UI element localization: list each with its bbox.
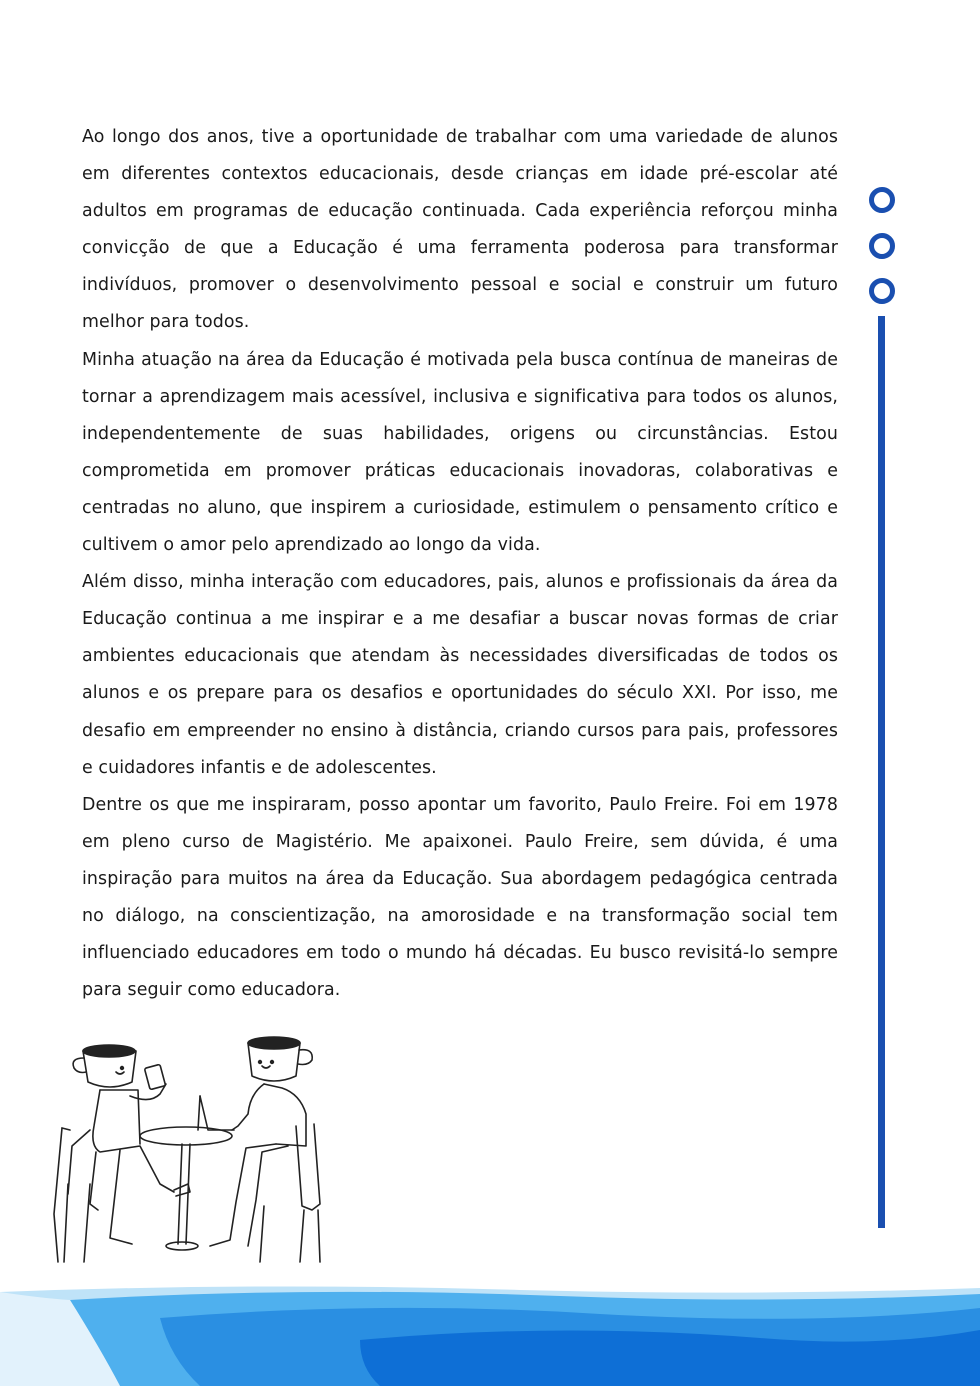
ring-icon xyxy=(869,278,895,304)
paragraph-4: Dentre os que me inspiraram, posso apontar um favorito, Paulo Freire. Foi em 1978 em pleno curso de Magistério. Me apaixonei. Paulo Freire, sem dúvida, é uma inspiração para muitos na área da Educação. Sua abordagem pedagógica centrada no diálogo, na conscientização, na amorosidade e na transformação social tem influenciado educadores em todo o mundo há décadas. Eu busco revisitá-lo sempre para seguir como educadora. xyxy=(82,794,838,1001)
body-text xyxy=(82,119,838,1009)
paragraph-2: Minha atuação na área da Educação é motivada pela busca contínua de maneiras de tornar a aprendizagem mais acessível, inclusiva e significativa para todos os alunos, independentemente de suas habilidades, origens ou circunstâncias. Estou comprometida em promover práticas educacionais inovadoras, colaborativas e centradas no aluno, que inspirem a curiosidade, estimulem o pensamento crítico e cultivem o amor pelo aprendizado ao longo da vida. xyxy=(82,349,838,556)
paragraph-1: Ao longo dos anos, tive a oportunidade de trabalhar com uma variedade de alunos em diferentes contextos educacionais, desde crianças em idade pré-escolar até adultos em programas de educação continuada. Cada experiência reforçou minha convicção de que a Educação é uma ferramenta poderosa para transformar indivíduos, promover o desenvolvimento pessoal e social e construir um futuro melhor para todos. xyxy=(82,127,838,333)
ring-icon xyxy=(869,187,895,213)
vertical-line xyxy=(878,316,885,1228)
paragraph-3: Além disso, minha interação com educadores, pais, alunos e profissionais da área da Educação continua a me inspirar e a me desafiar a buscar novas formas de criar ambientes educacionais que atendam às necessidades diversificadas de todos os alunos e os prepare para os desafios e oportunidades do século XXI. Por isso, me desafio em empreender no ensino à distância, criando cursos para pais, professores e cuidadores infantis e de adolescentes. xyxy=(82,572,838,778)
cafe-illustration xyxy=(50,1034,330,1264)
footer-wave xyxy=(0,1278,980,1386)
side-decoration xyxy=(866,184,898,1234)
ring-icon xyxy=(869,233,895,259)
